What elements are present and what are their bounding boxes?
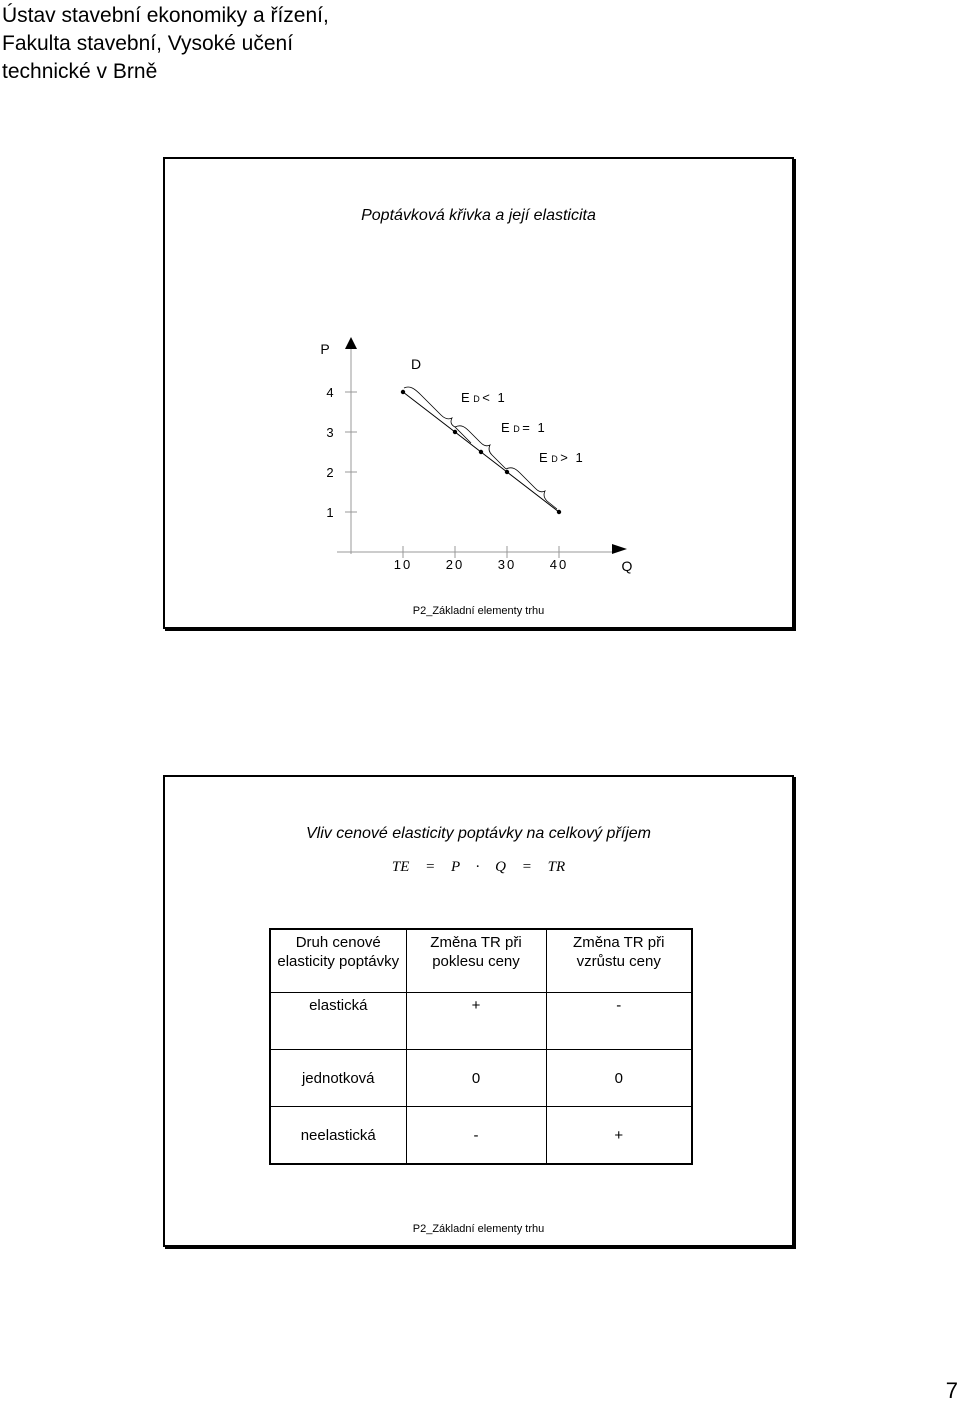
brace-lower [506, 468, 557, 509]
table-header-row [270, 929, 692, 993]
demand-curve-point [557, 510, 561, 514]
brace-middle [455, 426, 506, 469]
slide-revenue-elasticity [163, 775, 794, 1247]
table-cell: - [546, 993, 692, 1050]
slide-footer: P2_Základní elementy trhu [412, 1223, 545, 1235]
demand-curve-point [479, 450, 483, 454]
slide-title: Poptávková křivka a její elasticita [361, 207, 596, 224]
table-cell: + [406, 993, 546, 1050]
x-axis-arrow [612, 544, 627, 554]
y-tick-label: 2 [326, 465, 334, 480]
page-number: 7 [945, 1378, 958, 1403]
table-row [270, 1050, 692, 1107]
table-cell: jednotková [270, 1050, 406, 1107]
demand-curve-point [453, 430, 457, 434]
table-row [270, 993, 692, 1050]
x-tick-label: 20 [445, 557, 465, 572]
revenue-formula: TE = P · Q = TR [391, 859, 566, 875]
y-tick-label: 1 [326, 505, 334, 520]
table-cell: + [546, 1107, 692, 1165]
table-cell: 0 [406, 1050, 546, 1107]
elasticity-table [269, 928, 693, 1165]
slide-demand-curve [163, 157, 794, 629]
x-tick-label: 30 [497, 557, 517, 572]
demand-chart [165, 159, 792, 627]
elasticity-annotation: E D > 1 [539, 450, 583, 465]
table-cell: - [406, 1107, 546, 1165]
y-tick-label: 3 [326, 425, 334, 440]
slide-title: Vliv cenové elasticity poptávky na celkový příjem [305, 825, 652, 842]
header-cell-price-rise: Změna TR při vzrůstu ceny [546, 929, 692, 993]
slide-footer: P2_Základní elementy trhu [412, 605, 545, 617]
table-cell: neelastická [270, 1107, 406, 1165]
demand-curve-point [505, 470, 509, 474]
curve-label: D [410, 356, 422, 372]
x-axis-label: Q [621, 558, 633, 574]
x-tick-label: 40 [549, 557, 569, 572]
header-cell-price-drop: Změna TR při poklesu ceny [406, 929, 546, 993]
header-line-3: technické v Brně [2, 60, 158, 83]
y-tick-label: 4 [326, 385, 334, 400]
table-cell: 0 [546, 1050, 692, 1107]
header-line-2: Fakulta stavební, Vysoké učení [2, 32, 294, 55]
document-header [2, 2, 329, 86]
table-row [270, 1107, 692, 1165]
elasticity-annotation: E D < 1 [461, 390, 505, 405]
demand-curve-point [401, 390, 405, 394]
x-tick-label: 10 [393, 557, 413, 572]
y-axis-arrow [345, 337, 357, 349]
header-line-1: Ústav stavební ekonomiky a řízení, [2, 4, 329, 27]
y-axis-label: P [320, 341, 330, 357]
header-cell-type: Druh cenové elasticity poptávky [270, 929, 406, 993]
table-cell: elastická [270, 993, 406, 1050]
elasticity-annotation: E D = 1 [501, 420, 545, 435]
